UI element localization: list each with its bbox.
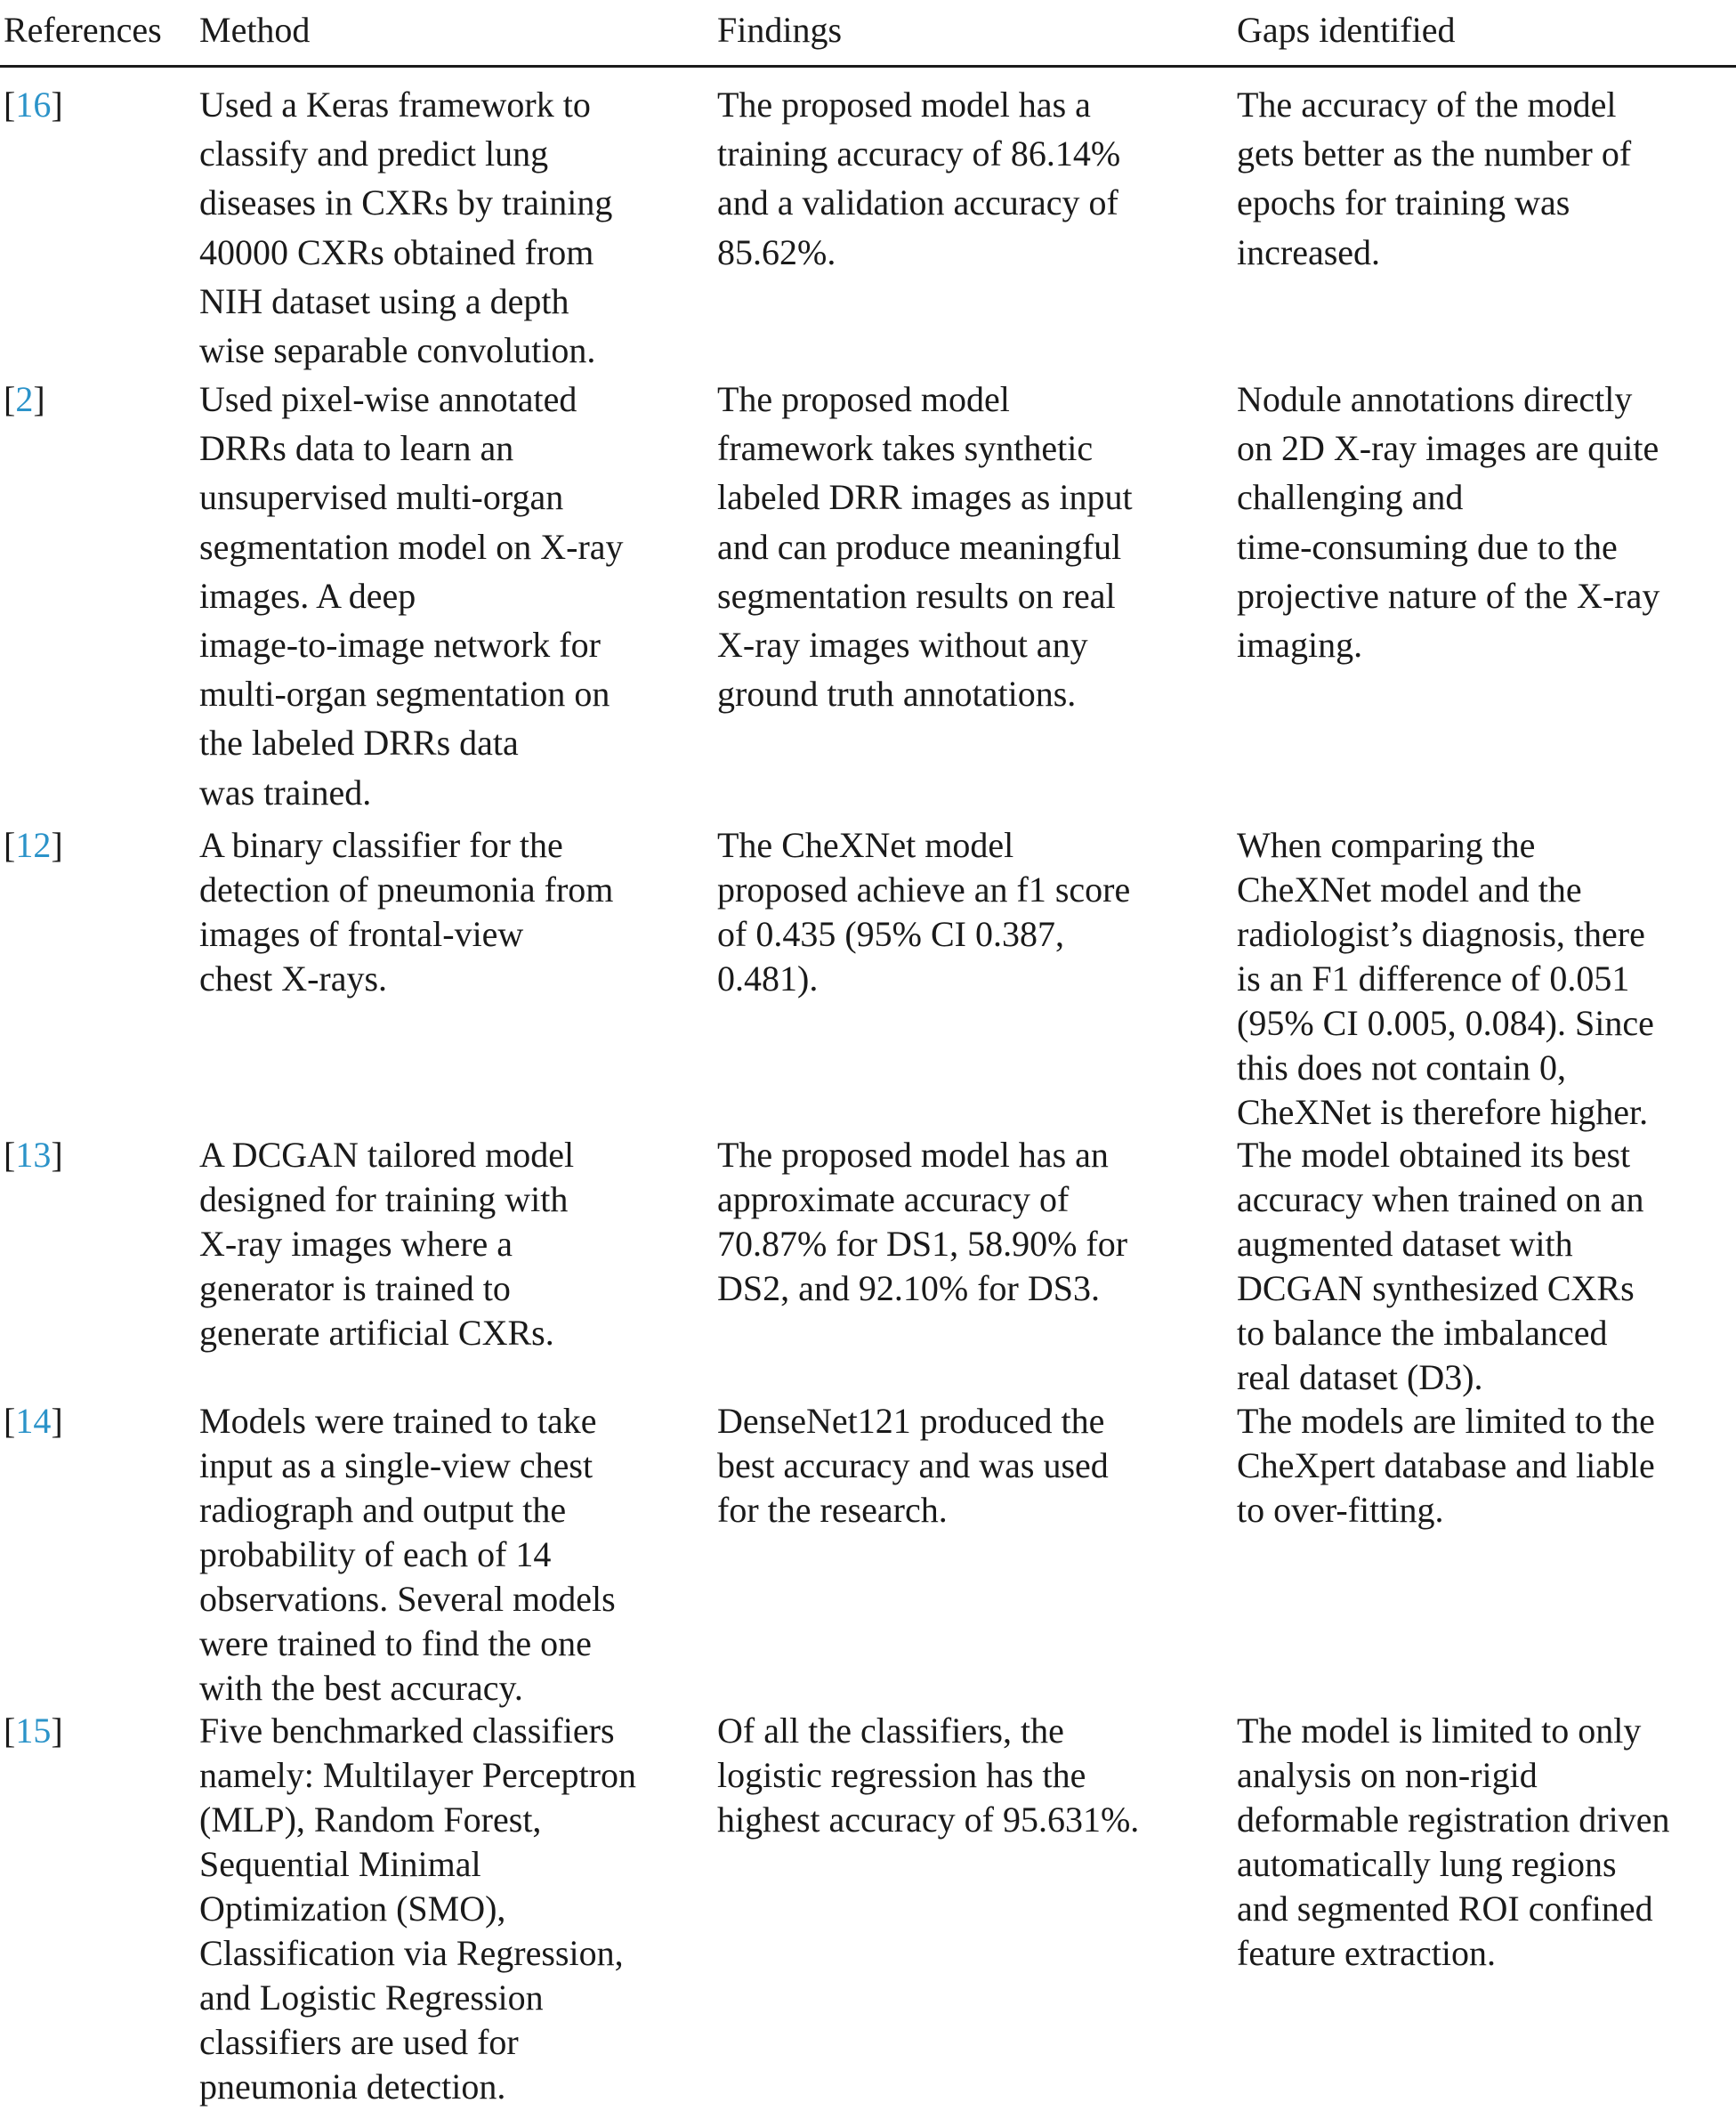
gaps-cell: When comparing the CheXNet model and the radiologist’s diagnosis, there is an F1 difference of 0.051 (95% CI 0.005, 0.084). Since this does not contain 0, CheXNet is therefore higher. xyxy=(1237,825,1654,1132)
reference-cell: [15] xyxy=(4,1711,63,1751)
findings-cell: The proposed model framework takes synthetic labeled DRR images as input and can produce meaningful segmentation results on real X-ray images without any ground truth annotations. xyxy=(717,379,1133,715)
findings-cell: The proposed model has an approximate accuracy of 70.87% for DS1, 58.90% for DS2, and 92.10% for DS3. xyxy=(717,1135,1128,1308)
method-cell: Used pixel-wise annotated DRRs data to learn an unsupervised multi-organ segmentation model on X-ray images. A deep image-to-image network for multi-organ segmentation on the labeled DRRs data was trained. xyxy=(199,379,624,813)
header-references: References xyxy=(4,10,162,50)
findings-cell: Of all the classifiers, the logistic regression has the highest accuracy of 95.631%. xyxy=(717,1711,1140,1840)
citation-link[interactable]: 16 xyxy=(15,85,52,125)
method-cell: Five benchmarked classifiers namely: Multilayer Perceptron (MLP), Random Forest, Sequential Minimal Optimization (SMO), Classification via Regression, and Logistic Regression classifiers are used for pneumonia detection. xyxy=(199,1711,636,2107)
reference-cell: [16] xyxy=(4,85,63,125)
reference-cell: [13] xyxy=(4,1135,63,1175)
citation-link[interactable]: 12 xyxy=(15,825,52,865)
header-gaps: Gaps identified xyxy=(1237,10,1456,50)
gaps-cell: The models are limited to the CheXpert database and liable to over-fitting. xyxy=(1237,1401,1655,1530)
findings-cell: The CheXNet model proposed achieve an f1 score of 0.435 (95% CI 0.387, 0.481). xyxy=(717,825,1131,999)
findings-cell: DenseNet121 produced the best accuracy and was used for the research. xyxy=(717,1401,1109,1530)
table-header xyxy=(0,0,1736,64)
reference-cell: [12] xyxy=(4,825,63,865)
header-rule xyxy=(0,65,1736,68)
citation-link[interactable]: 2 xyxy=(15,379,34,419)
findings-cell: The proposed model has a training accuracy of 86.14% and a validation accuracy of 85.62%. xyxy=(717,85,1121,272)
gaps-cell: The model is limited to only analysis on non-rigid deformable registration driven automatically lung regions and segmented ROI confined feature extraction. xyxy=(1237,1711,1670,1973)
method-cell: Models were trained to take input as a single-view chest radiograph and output the probability of each of 14 observations. Several models were trained to find the one with the best accuracy. xyxy=(199,1401,616,1708)
citation-link[interactable]: 14 xyxy=(15,1401,52,1441)
reference-cell: [2] xyxy=(4,379,45,419)
header-method: Method xyxy=(199,10,311,50)
citation-link[interactable]: 15 xyxy=(15,1711,52,1751)
gaps-cell: The accuracy of the model gets better as the number of epochs for training was increased. xyxy=(1237,85,1632,272)
header-findings: Findings xyxy=(717,10,843,50)
method-cell: A binary classifier for the detection of pneumonia from images of frontal-view chest X-rays. xyxy=(199,825,614,999)
gaps-cell: The model obtained its best accuracy when trained on an augmented dataset with DCGAN synthesized CXRs to balance the imbalanced real dataset (D3). xyxy=(1237,1135,1644,1397)
gaps-cell: Nodule annotations directly on 2D X-ray images are quite challenging and time-consuming due to the projective nature of the X-ray imaging. xyxy=(1237,379,1660,666)
citation-link[interactable]: 13 xyxy=(15,1135,52,1175)
method-cell: A DCGAN tailored model designed for training with X-ray images where a generator is trained to generate artificial CXRs. xyxy=(199,1135,575,1353)
reference-cell: [14] xyxy=(4,1401,63,1441)
method-cell: Used a Keras framework to classify and predict lung diseases in CXRs by training 40000 CXRs obtained from NIH dataset using a depth wise separable convolution. xyxy=(199,85,613,371)
